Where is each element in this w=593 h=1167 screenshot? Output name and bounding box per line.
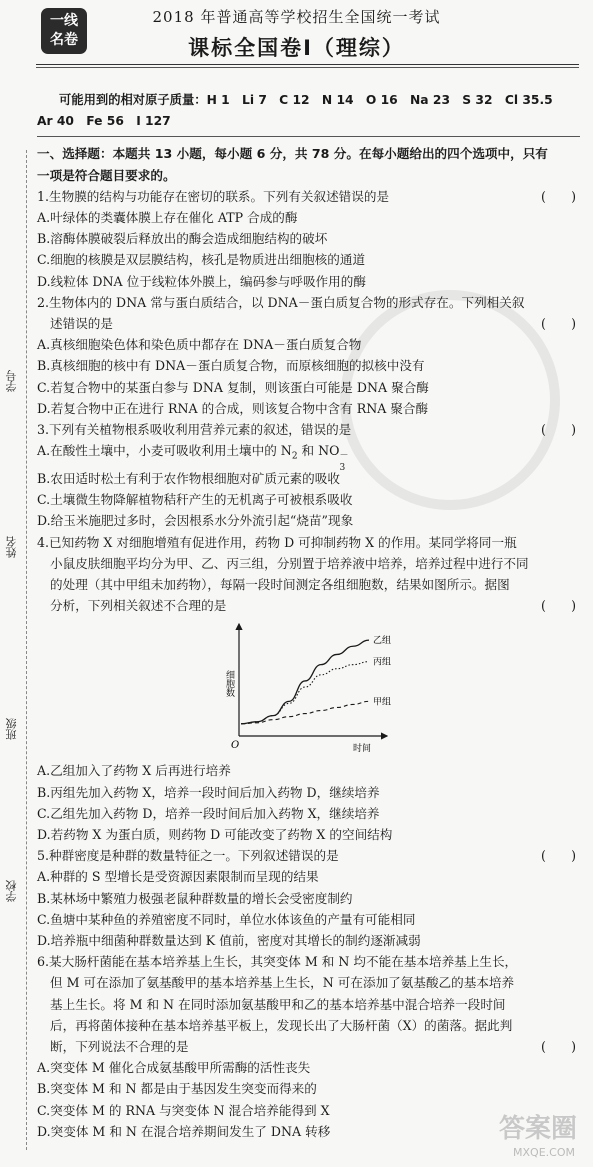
q6-option-b: B.突变体 M 和 N 都是由于基因发生突变而得来的 [37, 1081, 317, 1097]
chart-y-label: 细胞数 [224, 670, 234, 698]
q4-stem-line2: 小鼠皮肤细胞平均分为甲、乙、丙三组，分别置于培养液中培养，培养过程中进行不同 [50, 555, 529, 571]
question-3 [37, 419, 580, 440]
section-heading-line2: 一项是符合题目要求的。 [37, 167, 176, 183]
series-line-2 [241, 702, 369, 724]
watermark-logo: 答案圈 [498, 1114, 577, 1144]
series-line-0 [241, 641, 369, 725]
side-label-xingming: 姓名 [5, 536, 18, 558]
q6-option-c: C.突变体 M 的 RNA 与突变体 N 混合培养能得到 X [37, 1102, 330, 1118]
q5-stem: 5.种群密度是种群的数量特征之一。下列叙述错误的是 [37, 848, 339, 864]
series-label-1: 丙组 [373, 657, 392, 668]
q4-option-b: B.丙组先加入药物 X，培养一段时间后加入药物 D，继续培养 [37, 784, 380, 800]
badge-line1: 一线 [50, 13, 78, 29]
q2-option-b: B.真核细胞的核中有 DNA－蛋白质复合物，而原核细胞的拟核中没有 [37, 358, 425, 374]
q4-answer-paren: ( ) [540, 598, 576, 614]
q3-option-c: C.土壤微生物降解植物秸秆产生的无机离子可被根系吸收 [37, 492, 353, 508]
q4-stem-line3: 的处理（其中甲组未加药物），每隔一段时间测定各组细胞数，结果如图所示。据图 [50, 576, 510, 592]
q6-answer-paren: ( ) [540, 1039, 576, 1055]
q2-stem-line2: 述错误的是 [50, 316, 113, 332]
q6-stem-line1: 6.某大肠杆菌能在基本培养基上生长，其突变体 M 和 N 均不能在基本培养基上生长， [37, 954, 518, 970]
question-4 [37, 595, 580, 616]
badge-line2: 名卷 [50, 32, 78, 48]
q1-option-c: C.细胞的核膜是双层膜结构，核孔是物质进出细胞核的通道 [37, 252, 366, 268]
q3-stem: 3.下列有关植物根系吸收利用营养元素的叙述，错误的是 [37, 422, 352, 438]
q3-option-a-mid: 和 NO [297, 443, 340, 459]
question-2 [37, 313, 580, 334]
cell-growth-chart-svg [217, 618, 417, 758]
question-6 [37, 1036, 580, 1057]
q2-answer-paren: ( ) [540, 316, 576, 332]
q2-option-c: C.若复合物中的某蛋白参与 DNA 复制，则该蛋白可能是 DNA 聚合酶 [37, 379, 429, 395]
side-label-xuexiao: 学校 [5, 880, 18, 902]
q4-stem-line1: 4.已知药物 X 对细胞增殖有促进作用，药物 D 可抑制药物 X 的作用。某同学将同一瓶 [37, 534, 517, 550]
q3-nitrate-subscript: 3 [339, 463, 346, 474]
q3-option-a-text: A.在酸性土壤中，小麦可吸收利用土壤中的 N [37, 443, 292, 459]
atomic-mass-line2: Ar 40 Fe 56 I 127 [37, 114, 171, 129]
series-label-0: 乙组 [373, 636, 392, 647]
section-divider [37, 136, 580, 137]
chart-series-group [241, 636, 391, 725]
q3-nitrate-charge: － [339, 451, 349, 462]
q4-option-c: C.乙组先加入药物 D，培养一段时间后加入药物 X，继续培养 [37, 805, 380, 821]
q4-option-a: A.乙组加入了药物 X 后再进行培养 [37, 763, 231, 779]
section-heading-line1: 一、选择题：本题共 13 小题，每小题 6 分，共 78 分。在每小题给出的四个选项中，只有 [37, 146, 548, 162]
q3-option-b: B.农田适时松土有利于农作物根细胞对矿质元素的吸收 [37, 470, 340, 486]
side-label-xuehao: 学号 [5, 370, 18, 392]
q6-option-d: D.突变体 M 和 N 在混合培养期间发生了 DNA 转移 [37, 1123, 331, 1139]
q2-option-d: D.若复合物中正在进行 RNA 的合成，则该复合物中含有 RNA 聚合酶 [37, 400, 429, 416]
q6-option-a: A.突变体 M 催化合成氨基酸甲所需酶的活性丧失 [37, 1060, 311, 1076]
q1-option-b: B.溶酶体膜破裂后释放出的酶会造成细胞结构的破坏 [37, 231, 328, 247]
watermark-url: MXQE.COM [513, 1146, 575, 1159]
series-label-2: 甲组 [373, 697, 392, 708]
exam-title: 2018 年普通高等学校招生全国统一考试 [152, 8, 441, 26]
q2-stem-line1: 2.生物体内的 DNA 常与蛋白质结合，以 DNA－蛋白质复合物的形式存在。下列相关叙 [37, 294, 525, 310]
q6-stem-line2: 但 M 可在添加了氨基酸甲的基本培养基上生长，N 可在添加了氨基酸乙的基本培养 [50, 975, 515, 991]
question-5 [37, 845, 580, 866]
q1-answer-paren: ( ) [540, 188, 576, 204]
q1-stem: 1.生物膜的结构与功能存在密切的联系。下列有关叙述错误的是 [37, 188, 390, 204]
q1-option-d: D.线粒体 DNA 位于线粒体外膜上，编码参与呼吸作用的酶 [37, 273, 366, 289]
q1-option-a: A.叶绿体的类囊体膜上存在催化 ATP 合成的酶 [37, 210, 298, 226]
question-1 [37, 186, 580, 207]
atomic-mass-line1: 可能用到的相对原子质量：H 1 Li 7 C 12 N 14 O 16 Na 23 S 32 Cl 35.5 [59, 93, 553, 107]
q2-option-a: A.真核细胞染色体和染色质中都存在 DNA－蛋白质复合物 [37, 337, 362, 353]
q5-option-c: C.鱼塘中某种鱼的养殖密度不同时，单位水体该鱼的产量有可能相同 [37, 911, 416, 927]
exam-content [37, 90, 580, 1142]
q6-stem-line4: 后，再将菌体接种在基本培养基平板上，发现长出了大肠杆菌（X）的菌落。据此判 [50, 1017, 513, 1033]
q5-option-b: B.某林场中繁殖力极强老鼠种群数量的增长会受密度制约 [37, 890, 353, 906]
chart-x-label: 时间 [353, 744, 372, 755]
q6-stem-line5: 断，下列说法不合理的是 [50, 1039, 189, 1055]
chart-origin: O [231, 740, 240, 752]
exam-subtitle: 课标全国卷Ⅰ（理综） [188, 36, 405, 60]
q5-option-a: A.种群的 S 型增长是受资源因素限制而呈现的结果 [37, 869, 319, 885]
q3-n2-subscript: 2 [291, 451, 298, 462]
q6-stem-line3: 基上生长。将 M 和 N 在同时添加氨基酸甲和乙的基本培养基中混合培养一段时间 [50, 996, 506, 1012]
series-line-1 [241, 662, 369, 724]
binding-line [26, 150, 27, 1150]
header-rule-thin [36, 67, 579, 68]
q5-option-d: D.培养瓶中细菌种群数量达到 K 值前，密度对其增长的制约逐渐减弱 [37, 933, 421, 949]
q3-answer-paren: ( ) [540, 422, 576, 438]
q5-answer-paren: ( ) [540, 848, 576, 864]
q4-option-d: D.若药物 X 为蛋白质，则药物 D 可能改变了药物 X 的空间结构 [37, 827, 393, 842]
q3-option-d: D.给玉米施肥过多时，会因根系水分外流引起“烧苗”现象 [37, 513, 354, 529]
header-rule [36, 64, 579, 65]
side-label-banji: 班级 [5, 718, 18, 740]
q4-stem-line4: 分析，下列相关叙述不合理的是 [50, 598, 227, 614]
cell-growth-chart [37, 618, 580, 758]
q3-option-a [37, 440, 580, 474]
